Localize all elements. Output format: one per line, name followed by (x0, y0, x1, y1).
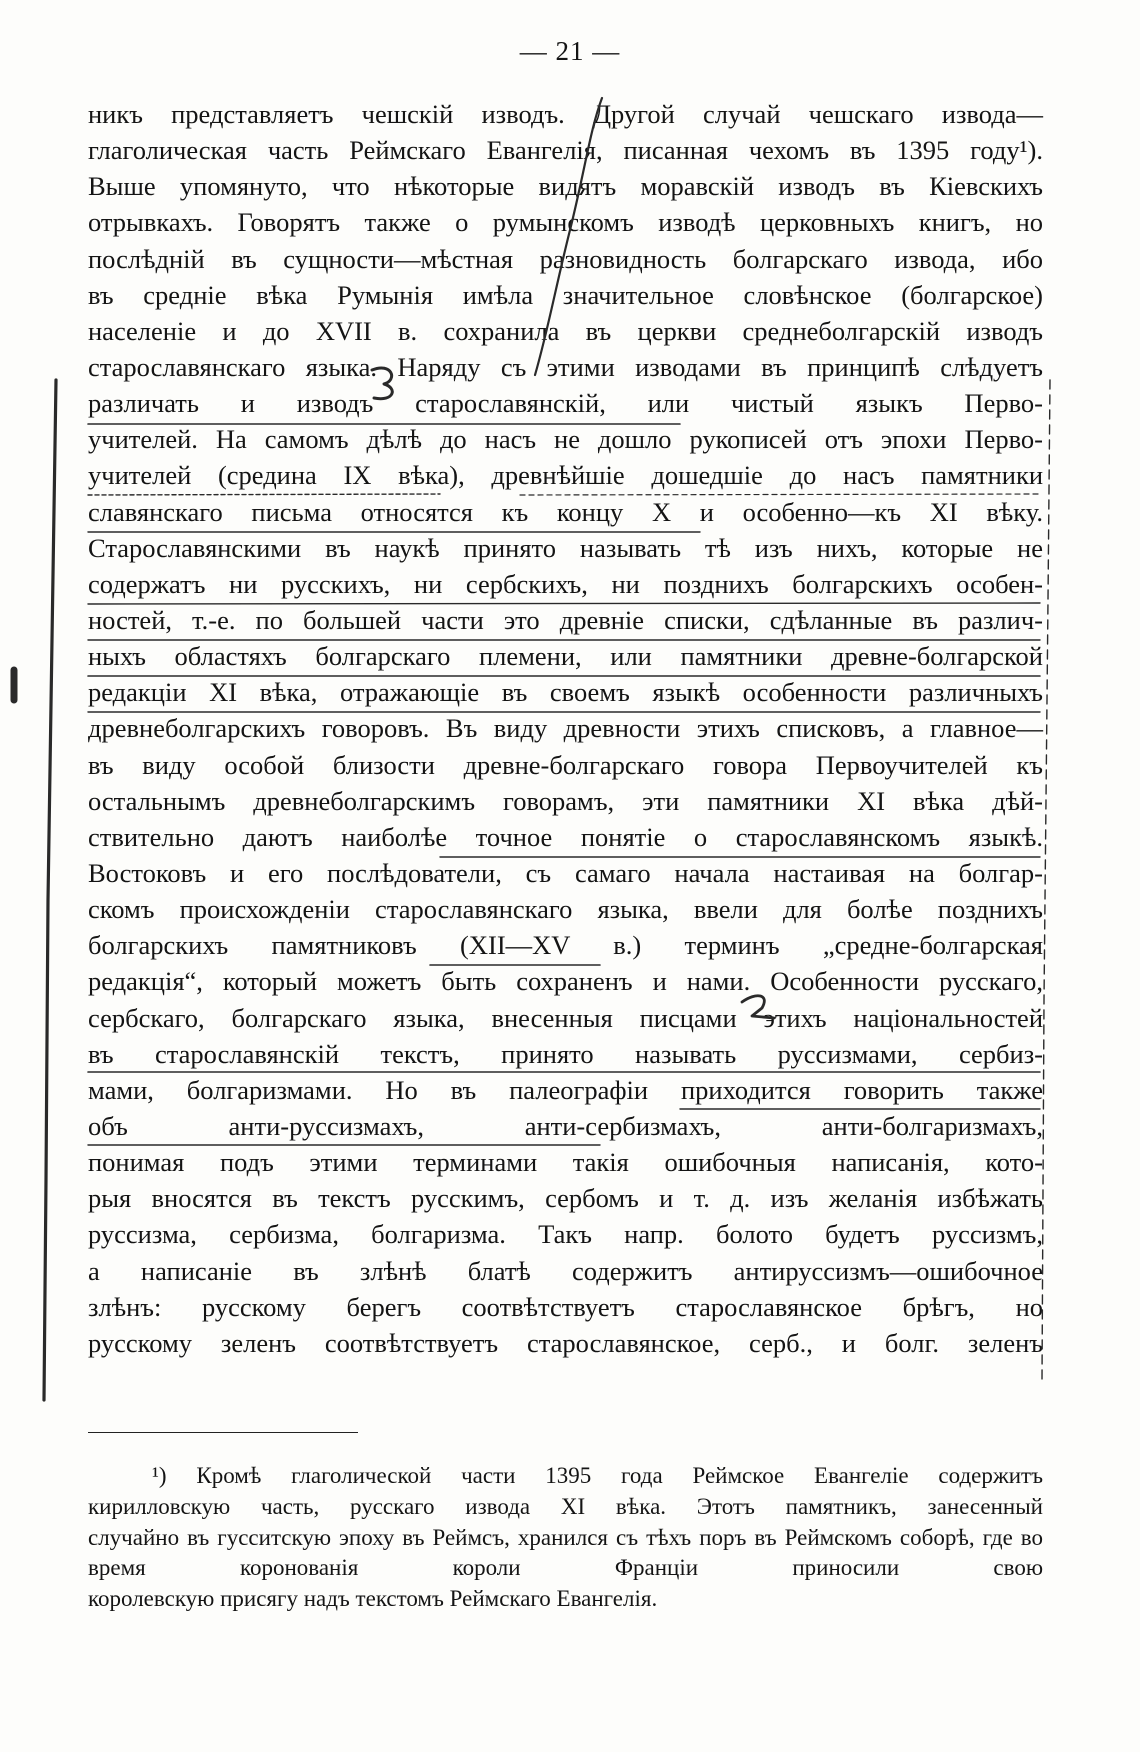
margin-bracket-stroke (44, 380, 56, 1400)
text-line: злѣнъ: русскому берегъ соотвѣтствуетъ старославянское брѣгъ, но (88, 1291, 1043, 1322)
text-line: редакція“, который можетъ быть сохраненъ и нами. Особенности русскаго, (88, 966, 1043, 997)
text-line: различать и изводъ старославянскій, или чистый языкъ Перво- (88, 388, 1043, 419)
text-line: послѣдній въ сущности—мѣстная разновидность болгарскаго извода, ибо (88, 243, 1043, 274)
footnote-line: королевскую присягу надъ текстомъ Реймскаго Евангелія. (88, 1586, 658, 1612)
footnote-divider (88, 1432, 358, 1433)
footnote-line: кирилловскую часть, русскаго извода XI вѣка. Этотъ памятникъ, занесенный (88, 1493, 1043, 1519)
text-line: никъ представляетъ чешскій изводъ. Другой случай чешскаго извода— (88, 99, 1043, 129)
text-line: въ средніе вѣка Румынія имѣла значительное словѣнское (болгарское) (88, 279, 1043, 310)
text-line: ствительно даютъ наиболѣе точное понятіе о старославянскомъ языкѣ. (88, 821, 1043, 852)
text-line: отрывкахъ. Говорятъ также о румынскомъ изводѣ церковныхъ книгъ, но (88, 207, 1043, 238)
text-line: болгарскихъ памятниковъ (XII—XV в.) терминъ „средне-болгарская (88, 930, 1043, 961)
text-line: Старославянскими въ наукѣ принято называть тѣ изъ нихъ, которые не (88, 532, 1043, 563)
text-line: редакціи XI вѣка, отражающіе въ своемъ языкѣ особенности различныхъ (88, 677, 1043, 708)
text-line: сербскаго, болгарскаго языка, внесенныя писцами этихъ національностей (88, 1002, 1043, 1033)
text-line: славянскаго письма относятся къ концу X и особенно—къ XI вѣку. (88, 496, 1043, 527)
footnote-line: случайно въ гусситскую эпоху въ Реймсъ, хранился съ тѣхъ поръ въ Реймскомъ соборѣ, где во время коронованія короли Франціи приносили свою (88, 1524, 1043, 1581)
text-line: Востоковъ и его послѣдователи, съ самаго начала настаивая на болгар- (88, 857, 1043, 888)
text-line: русскому зеленъ соотвѣтствуетъ старославянское, серб., и болг. зеленъ (88, 1327, 1043, 1358)
text-line: учителей. На самомъ дѣлѣ до насъ не дошло рукописей отъ эпохи Перво- (88, 424, 1043, 455)
text-line: глаголическая часть Реймскаго Евангелія, писанная чехомъ въ 1395 году¹). (88, 135, 1043, 166)
text-line: учителей (средина IX вѣка), древнѣйшіе дошедшіе до насъ памятники (88, 460, 1043, 491)
footnote-line: ¹) Кромѣ глаголической части 1395 года Реймское Евангеліе содержитъ (152, 1463, 1043, 1488)
text-line: содержатъ ни русскихъ, ни сербскихъ, ни позднихъ болгарскихъ особен- (88, 568, 1043, 599)
text-line: а написаніе въ злѣнѣ блатѣ содержитъ антируссизмъ—ошибочное (88, 1255, 1043, 1286)
text-line: скомъ происхожденіи старославянскаго языка, ввели для болѣе позднихъ (88, 894, 1043, 925)
main-text (88, 96, 1043, 1361)
right-margin-stroke (1042, 380, 1050, 1380)
footnote (88, 1461, 1043, 1615)
text-line: понимая подъ этими терминами такія ошибочныя написанія, кото- (88, 1147, 1043, 1178)
text-line: мами, болгаризмами. Но въ палеографіи приходится говорить также (88, 1074, 1043, 1105)
text-line: рыя вносятся въ текстъ русскимъ, сербомъ и т. д. изъ желанія избѣжать (88, 1183, 1043, 1214)
text-line: ностей, т.-е. по большей части это древніе списки, сдѣланные въ различ- (88, 604, 1043, 635)
text-line: населеніе и до XVII в. сохранила въ церкви среднеболгарскій изводъ (88, 315, 1043, 346)
text-line: ныхъ областяхъ болгарскаго племени, или памятники древне-болгарской (88, 641, 1043, 672)
text-line: Выше упомянуто, что нѣкоторые видятъ моравскій изводъ въ Кіевскихъ (88, 171, 1043, 202)
text-line: остальнымъ древнеболгарскимъ говорамъ, эти памятники XI вѣка дѣй- (88, 785, 1043, 816)
text-line: старославянскаго языка. Наряду съ этими изводами въ принципѣ слѣдуетъ (88, 351, 1043, 382)
text-line: древнеболгарскихъ говоровъ. Въ виду древности этихъ списковъ, а главное— (88, 713, 1043, 744)
text-line: въ старославянскій текстъ, принято называть руссизмами, сербиз- (88, 1038, 1043, 1069)
page-number: — 21 — (519, 36, 621, 66)
text-line: въ виду особой близости древне-болгарскаго говора Первоучителей къ (88, 749, 1043, 780)
text-line: руссизма, сербизма, болгаризма. Такъ напр. болото будетъ руссизмъ, (88, 1219, 1043, 1250)
text-line: объ анти-руссизмахъ, анти-сербизмахъ, анти-болгаризмахъ, (88, 1110, 1043, 1141)
